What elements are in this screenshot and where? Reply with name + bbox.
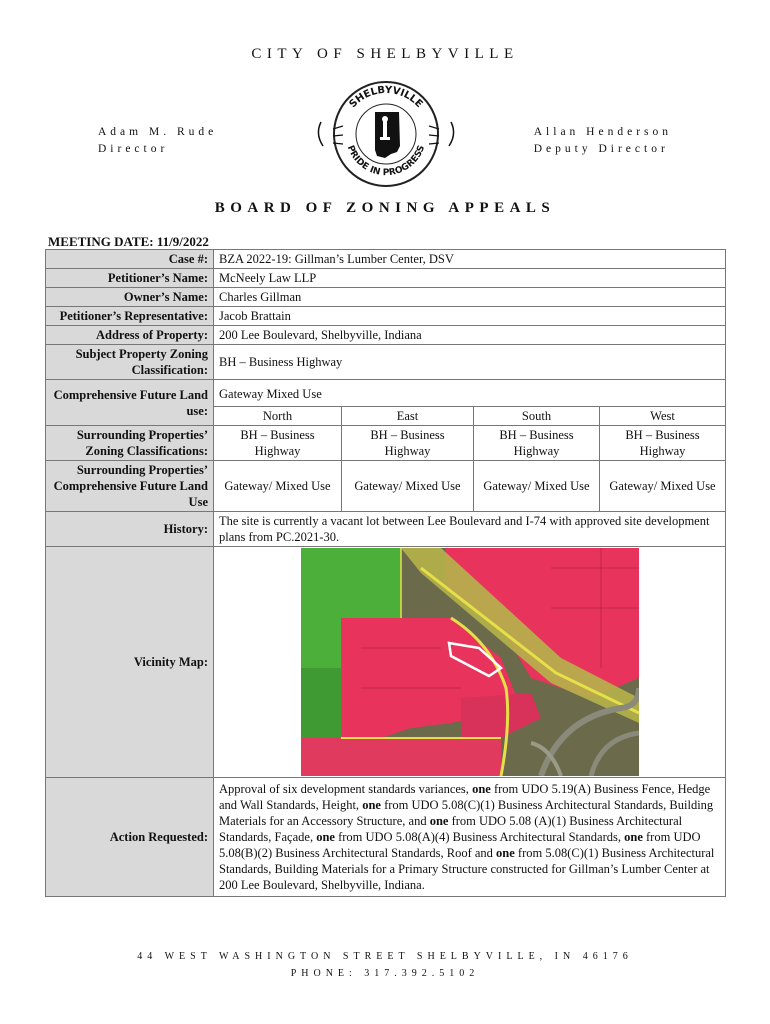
director-name: Adam M. Rude — [98, 126, 218, 138]
vicinity-label: Vicinity Map: — [46, 547, 214, 778]
svg-text:SHELBYVILLE: SHELBYVILLE — [347, 84, 425, 111]
petitioner-label: Petitioner’s Name: — [46, 269, 214, 288]
zoning-label: Subject Property Zoning Classification: — [46, 345, 214, 380]
history-label: History: — [46, 512, 214, 547]
future-land-use-label: Comprehensive Future Land use: — [46, 380, 214, 426]
action-row — [46, 778, 726, 897]
vicinity-row — [46, 547, 726, 778]
action-value: Approval of six development standards variances, one from UDO 5.19(A) Business Fence, Hedge and Wall Standards, Height, one from UDO 5.08(C)(1) Business Architectural Standards, Building Materials for an Accessory Structure, and one from UDO 5.08 (A)(1) Business Architectural Standards, Façade, one from UDO 5.08(A)(4) Business Architectural Standards, one from UDO 5.08(B)(2) Business Architectural Standards, Roof and one from 5.08(C)(1) Business Architectural Standards, Building Materials for a Primary Structure constructed for Gillman’s Lumber Center at 200 Lee Boulevard, Shelbyville, Indiana. — [214, 778, 726, 897]
surrounding-landuse-west: Gateway/ Mixed Use — [600, 461, 726, 512]
future-land-use-value: Gateway Mixed Use — [214, 380, 726, 407]
representative-value: Jacob Brattain — [214, 307, 726, 326]
footer-address: 44 WEST WASHINGTON STREET SHELBYVILLE, IN 46176 — [137, 951, 633, 962]
surrounding-zoning-row — [46, 426, 726, 461]
action-label: Action Requested: — [46, 778, 214, 897]
owner-label: Owner’s Name: — [46, 288, 214, 307]
owner-row — [46, 288, 726, 307]
case-table — [45, 249, 726, 897]
footer-phone: PHONE: 317.392.5102 — [290, 968, 480, 979]
city-title: CITY OF SHELBYVILLE — [251, 46, 519, 62]
director-title: Director — [98, 143, 169, 155]
surrounding-zoning-south: BH – Business Highway — [474, 426, 600, 461]
city-seal-logo — [313, 74, 459, 192]
vicinity-map-image — [301, 548, 639, 776]
svg-text:PRIDE IN PROGRESS: PRIDE IN PROGRESS — [344, 144, 428, 179]
deputy-name: Allan Henderson — [533, 126, 672, 138]
representative-row — [46, 307, 726, 326]
deputy-block — [534, 124, 672, 158]
director-block — [98, 124, 217, 158]
surrounding-landuse-north: Gateway/ Mixed Use — [214, 461, 342, 512]
direction-west: West — [600, 407, 726, 426]
vicinity-map-cell — [214, 547, 726, 778]
board-title: BOARD OF ZONING APPEALS — [214, 200, 556, 216]
surrounding-landuse-row — [46, 461, 726, 512]
vicinity-map — [301, 548, 639, 776]
meeting-date: MEETING DATE: 11/9/2022 — [48, 234, 209, 249]
history-value: The site is currently a vacant lot between Lee Boulevard and I-74 with approved site development plans from PC.2021-30. — [214, 512, 726, 547]
address-value: 200 Lee Boulevard, Shelbyville, Indiana — [214, 326, 726, 345]
surrounding-zoning-east: BH – Business Highway — [342, 426, 474, 461]
petitioner-row — [46, 269, 726, 288]
direction-south: South — [474, 407, 600, 426]
zoning-row — [46, 345, 726, 380]
direction-east: East — [342, 407, 474, 426]
future-land-use-row — [46, 380, 726, 407]
direction-north: North — [214, 407, 342, 426]
surrounding-zoning-north: BH – Business Highway — [214, 426, 342, 461]
surrounding-landuse-south: Gateway/ Mixed Use — [474, 461, 600, 512]
case-row — [46, 250, 726, 269]
case-label: Case #: — [46, 250, 214, 269]
history-row — [46, 512, 726, 547]
owner-value: Charles Gillman — [214, 288, 726, 307]
deputy-title: Deputy Director — [533, 143, 669, 155]
surrounding-zoning-label: Surrounding Properties’ Zoning Classifications: — [46, 426, 214, 461]
address-label: Address of Property: — [46, 326, 214, 345]
zoning-value: BH – Business Highway — [214, 345, 726, 380]
address-row — [46, 326, 726, 345]
surrounding-landuse-east: Gateway/ Mixed Use — [342, 461, 474, 512]
case-value: BZA 2022-19: Gillman’s Lumber Center, DSV — [214, 250, 726, 269]
surrounding-landuse-label: Surrounding Properties’ Comprehensive Future Land Use — [46, 461, 214, 512]
representative-label: Petitioner’s Representative: — [46, 307, 214, 326]
petitioner-value: McNeely Law LLP — [214, 269, 726, 288]
surrounding-zoning-west: BH – Business Highway — [600, 426, 726, 461]
